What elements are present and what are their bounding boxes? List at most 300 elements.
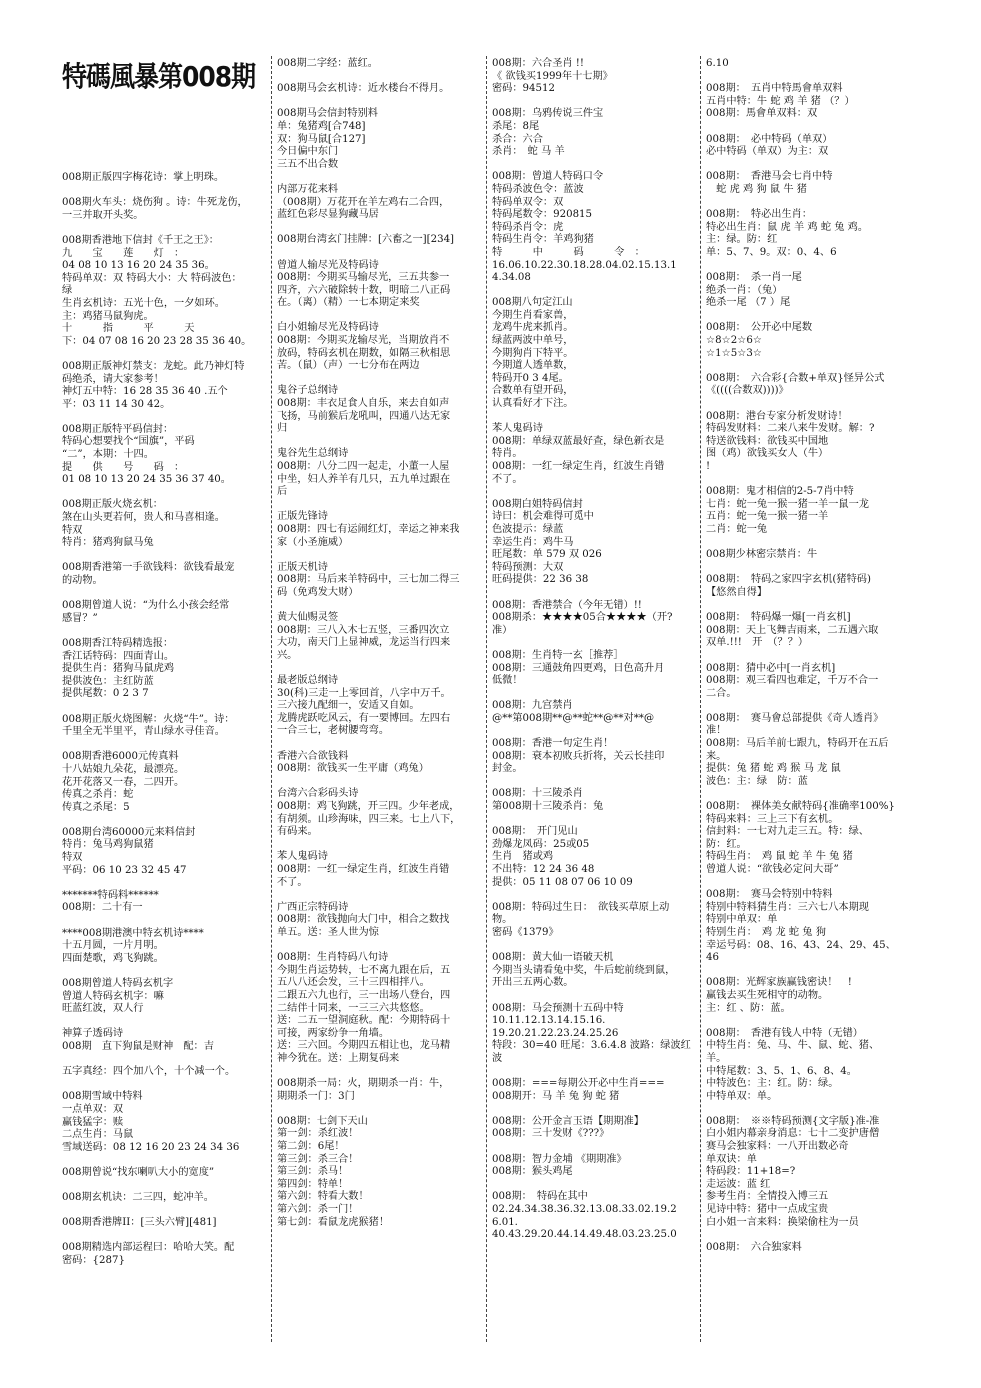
text-line: 008期：今期买马输尽光，三五共参一 <box>277 272 450 284</box>
text-line: 信封料：一七对九走三五。特：绿、 <box>706 826 869 838</box>
text-line: 苦。（鼠）（声）一七分布在两边 <box>277 360 420 372</box>
text-block <box>277 322 479 372</box>
text-block <box>62 499 268 549</box>
text-block <box>62 600 268 625</box>
text-block <box>492 650 696 688</box>
text-line: 特肖。 <box>492 448 523 460</box>
text-block <box>492 1078 696 1103</box>
column-2 <box>277 58 479 1242</box>
text-line: 《((((合数双))))》 <box>706 385 789 397</box>
text-line: 008期马会信封特别料 <box>277 108 378 120</box>
text-line: 杀肖： 蛇 马 羊 <box>492 146 565 158</box>
text-block <box>706 411 912 474</box>
text-block <box>492 738 696 776</box>
text-line: 五字真经：四个加八个，十个减一个。 <box>62 1066 236 1078</box>
text-line: 008期：生肖特一玄［推荐］ <box>492 649 624 661</box>
text-line: 008期：欲钱买一生平庸（鸡兔） <box>277 763 429 775</box>
text-line: 04 08 10 13 16 20 24 35 36。 <box>62 260 215 272</box>
text-block <box>706 1242 912 1255</box>
text-line: 特送欲钱料：欲钱买中国地 <box>706 435 829 447</box>
text-line: 生肖 猪或鸡 <box>492 851 554 863</box>
text-block <box>492 108 696 158</box>
text-line: 低微！ <box>492 675 523 687</box>
text-line: 特码段：11+18=? <box>706 1166 796 1178</box>
text-line: 最老版总纲诗 <box>277 675 339 687</box>
text-line: 008期：三十发财《???》 <box>492 1128 610 1140</box>
text-line: 花开花落又一春，二四开。 <box>62 776 185 788</box>
text-line: 008期： 特码爆一爆[一肖玄机] <box>706 612 851 624</box>
text-line: 绿 <box>62 285 73 297</box>
text-block <box>706 134 912 159</box>
text-line: ☆1☆5☆3☆ <box>706 347 762 359</box>
text-line: 不了。 <box>492 473 523 485</box>
text-line: 特别中单双：单 <box>706 914 778 926</box>
text-line: 008期：一红一绿定生肖，红波生肖错 <box>492 461 665 472</box>
text-line: 劲爆龙凤码：25或05 <box>492 838 590 850</box>
text-line: 中特生肖：兔、马、牛、鼠、蛇、猪、 <box>706 1040 880 1052</box>
text-line: 16.06.10.22.30.18.28.04.02.15.13.1 <box>492 259 677 271</box>
text-line: 今期生肖看家兽， <box>492 309 574 321</box>
text-line: 蓝红色彩尽显狗藏马居 <box>277 209 379 221</box>
text-line: 第二剑：6尾！ <box>277 1141 345 1153</box>
text-line: 雪域送码：08 12 16 20 23 24 34 36 <box>62 1141 240 1153</box>
text-line: 008期： 赛马会特别中特料 <box>706 889 833 901</box>
text-line: 特码生肖： 鸡 鼠 蛇 羊 牛 兔 猪 <box>706 851 853 863</box>
text-line: 008期：二十有一 <box>62 902 143 914</box>
text-line: 放码，特码玄机在期数，如隔三秋相思 <box>277 347 451 359</box>
text-line: 008期：三八入木七五竖，三番四次立 <box>277 624 450 636</box>
text-line: 绝杀一肖：（兔） <box>706 284 783 296</box>
text-line: 曾道人特码玄机字：嘛 <box>62 990 164 1002</box>
text-block <box>277 385 479 435</box>
text-block <box>492 826 696 889</box>
text-line: 九 宝 莲 灯 ： <box>62 247 185 259</box>
column-1 <box>62 60 268 1280</box>
text-line: 密码《1379》 <box>492 926 559 938</box>
text-line: 不出特：12 24 36 48 <box>492 864 595 875</box>
text-line: 有码来。 <box>277 826 318 838</box>
text-block <box>706 486 912 536</box>
text-line: 008期：马会预测十五码中特 <box>492 1002 624 1014</box>
text-line: 一合三七，老树腰弯弯。 <box>277 725 390 737</box>
text-block <box>492 600 696 638</box>
text-line: 广西正宗特码诗 <box>277 901 349 913</box>
text-line: 开出三五两心数。 <box>492 977 574 989</box>
text-line: 特必出生肖：鼠 虎 羊 鸡 蛇 兔 鸡。 <box>706 221 869 233</box>
text-block <box>492 1154 696 1179</box>
text-line: 01 08 10 13 20 24 35 36 37 40。 <box>62 474 231 486</box>
text-block <box>277 184 479 222</box>
text-line: 008期： 六合独家料 <box>706 1241 802 1253</box>
text-line: 第四剑：特单！ <box>277 1178 349 1190</box>
text-line: 绿蓝两波中单号， <box>492 335 574 347</box>
text-line: 008期： 特必出生肖： <box>706 209 813 221</box>
text-line: 七肖：蛇一兔一猴一猪一羊一鼠一龙 <box>706 498 869 510</box>
text-line: （008期）万花开在羊左鸡右二合四， <box>277 196 450 208</box>
column-divider-2 <box>486 56 487 1342</box>
text-line: 特码开0 3 4尾。 <box>492 372 569 384</box>
text-line: 008期正版火烧玄机： <box>62 499 163 511</box>
text-line: 不了。 <box>277 876 308 888</box>
text-line: 02.24.34.38.36.32.13.08.33.02.19.2 <box>492 1204 677 1216</box>
text-line: 主：绿。防：红 <box>706 234 778 246</box>
text-line: 传真之杀肖：蛇 <box>62 789 134 801</box>
text-line: 黄大仙赐灵签 <box>277 612 339 624</box>
text-line: 008期香港6000元传真料 <box>62 751 179 763</box>
text-line: 提供尾数：0 2 3 7 <box>62 688 149 700</box>
text-line: 6.10 <box>706 58 729 69</box>
text-line: 特 中 码 令 ： <box>492 246 645 258</box>
text-line: 有胡须。山珍海味，四三来。七上八下， <box>277 813 461 825</box>
text-line: 《 欲钱买1999年十七期》 <box>492 70 613 82</box>
text-line: 家（小圣施威） <box>277 536 349 548</box>
text-line: 四齐，六六破除转十数，明暗二八正码 <box>277 284 451 296</box>
text-line: 008期曾说“找东喇叭大小的宽度” <box>62 1166 215 1178</box>
text-line: @**第008期**@**蛇**@**对**@ <box>492 712 655 724</box>
text-block <box>492 902 696 940</box>
text-line: 五肖中特：牛 蛇 鸡 羊 猪 （？） <box>706 95 855 107</box>
text-line: 白小姐内幕亲身消息：七十二变护唐僧 <box>706 1128 880 1140</box>
text-line: 特码杀肖令：虎 <box>492 221 564 233</box>
text-block <box>277 788 479 838</box>
text-block <box>706 322 912 360</box>
text-line: 008期雪域中特料 <box>62 1091 143 1103</box>
text-line: 赛马会独家料：一八开出数必奇 <box>706 1141 849 1153</box>
text-line: 008期：智力金埔 《期期准》 <box>492 1153 627 1165</box>
text-line: 今期当头请看兔中奖，牛后蛇前绕到鼠， <box>492 964 676 976</box>
text-line: 提供：兔 猪 蛇 鸡 猴 马 龙 鼠 <box>706 763 841 775</box>
text-line: 第三剑：杀马！ <box>277 1166 349 1178</box>
text-line: 苯人鬼码诗 <box>492 423 543 435</box>
text-line: 第008期十三陵杀肖：兔 <box>492 801 604 813</box>
text-line: 008期：乌鸦传说三件宝 <box>492 108 604 120</box>
text-line: 图（鸡）欲钱买女人（牛） <box>706 448 829 460</box>
text-line: 龙腾虎跃吃风云，有一要博回。左四右 <box>277 712 451 724</box>
text-line: 防：红。 <box>706 838 747 850</box>
text-line: 鬼谷子总纲诗 <box>277 385 339 397</box>
text-line: 008期：马后来羊特码中，三七加二得三 <box>277 574 460 586</box>
text-block <box>62 424 268 487</box>
text-line: 008期：猴头鸡尾 <box>492 1166 573 1178</box>
text-line: 幸运号码：08、16、43、24、29、45、 <box>706 939 896 951</box>
text-block <box>277 751 479 776</box>
text-line: 参考生肖：全情投入博三五 <box>706 1191 829 1203</box>
text-line: 008期：猜中必中[一肖玄机] <box>706 662 836 674</box>
text-line: 特码单双令：双 <box>492 196 564 208</box>
text-line: 单：5、7、9。双：0、4、6 <box>706 246 837 258</box>
text-block <box>62 827 268 877</box>
text-line: 008期： ※※特码预测{文字版}准-准 <box>706 1115 880 1127</box>
column-3 <box>492 58 696 1254</box>
text-line: 曾道人说：“欲钱必定问大哥” <box>706 864 839 875</box>
text-line: 神灯五中特：16 28 35 36 40 .五个 <box>62 386 228 398</box>
text-line: 特肖：兔马鸡狗鼠猪 <box>62 839 154 851</box>
text-block <box>277 902 479 940</box>
text-line: 提供：05 11 08 07 06 10 09 <box>492 876 633 888</box>
text-block <box>706 58 912 71</box>
text-line: 幸运生肖：鸡牛马 <box>492 536 574 548</box>
text-line: 可接，两家纷争一角墙。 <box>277 1027 390 1039</box>
text-line: 香江话特码：四面青山。 <box>62 650 175 662</box>
text-line: ! <box>706 461 711 472</box>
text-line: 008期杀一局：火，期期杀一肖：牛， <box>277 1078 450 1090</box>
text-line: 008期香港牌II：[三头六臂][481] <box>62 1217 217 1229</box>
text-block <box>492 700 696 725</box>
text-line: 008期二字经：蓝红。 <box>277 58 378 69</box>
text-line: 008期：十三陵杀肖 <box>492 788 583 800</box>
text-line: 蛇 虎 鸡 狗 鼠 牛 猪 <box>706 183 807 195</box>
text-line: 008期： 开门见山 <box>492 826 578 838</box>
text-line: 008期：香港一句定生肖！ <box>492 738 614 750</box>
text-line: 008期玄机诀：二三四，蛇冲羊。 <box>62 1192 214 1204</box>
text-block <box>277 562 479 600</box>
text-block <box>277 108 479 171</box>
text-block <box>277 675 479 738</box>
text-block <box>62 1091 268 1154</box>
text-line: 今日偏中东门 <box>277 146 339 158</box>
text-block <box>706 612 912 650</box>
text-line: 008期：观三看四也难定，千万不合一 <box>706 675 879 687</box>
text-line: 008期： 裸体美女献特码{准确率100%} <box>706 801 895 813</box>
text-block <box>62 1066 268 1079</box>
text-block <box>277 511 479 549</box>
text-line: 008期： 特码之家四字玄机(猪特码) <box>706 574 871 586</box>
text-line: 波 <box>492 1052 503 1064</box>
text-block <box>62 714 268 739</box>
text-line: 008期 直下狗鼠是财神 配：吉 <box>62 1040 214 1052</box>
text-line: 008期： 必中特码（单双） <box>706 133 833 145</box>
text-line: 送：二五一望洞庭秋。配：今期特码十 <box>277 1015 451 1027</box>
column-4 <box>706 58 912 1267</box>
text-line: 008期：九宫禁肖 <box>492 700 573 712</box>
text-block <box>706 801 912 877</box>
text-line: 密码：{287} <box>62 1255 125 1267</box>
text-block <box>277 58 479 71</box>
text-block <box>277 952 479 1065</box>
text-line: 特码来料：三上三下有玄机。 <box>706 813 839 825</box>
text-block <box>706 209 912 259</box>
text-block <box>62 1242 268 1267</box>
text-block <box>706 977 912 1015</box>
text-block <box>492 171 696 284</box>
text-line: 46 <box>706 952 719 964</box>
text-line: 008期火车头：烧伤狗 。诗：牛死龙伤， <box>62 197 248 209</box>
text-line: 中坐，妇人养羊有几只，五九单过跟在 <box>277 473 451 485</box>
text-line: 008期： 香港马会七肖中特 <box>706 171 833 183</box>
text-line: 十八姑娘九朵花，最漂亮。 <box>62 763 185 775</box>
text-line: 来。 <box>706 750 727 762</box>
text-line: 物。 <box>492 914 513 926</box>
text-line: 煞在山头更若何，贵人和马喜相逢。 <box>62 512 225 524</box>
text-block <box>62 638 268 701</box>
text-line: 008期：港台专家分析发财诗！ <box>706 410 848 422</box>
text-line: 平：03 11 14 30 42。 <box>62 398 171 410</box>
text-line: 双：狗马鼠[合127] <box>277 133 366 145</box>
text-line: 赢钱猛字：赎 <box>62 1116 124 1128</box>
text-line: 五八八还会发，三十三四相拌八。 <box>277 977 430 989</box>
text-block <box>706 713 912 789</box>
text-line: 杀尾：8尾 <box>492 120 540 132</box>
text-block <box>706 373 912 398</box>
text-line: 一点单双：双 <box>62 1103 124 1115</box>
text-line: 特码单双：双 特码大小：大 特码波色： <box>62 272 242 284</box>
text-line: 第六剑：杀一门！ <box>277 1204 359 1216</box>
text-line: 十 指 平 天 <box>62 323 195 335</box>
text-line: 龙鸡牛虎来抓肖。 <box>492 322 574 334</box>
text-line: 诗曰：机会难得可觅中 <box>492 511 594 523</box>
text-block <box>492 58 696 96</box>
text-line: 008期台湾60000元来料信封 <box>62 826 196 838</box>
text-line: 主：红 、防：蓝。 <box>706 1002 791 1014</box>
text-line: 波色：主：绿 防：蓝 <box>706 775 808 787</box>
text-line: 特别中特料猜生肖：三六七八本期现 <box>706 901 869 913</box>
text-line: 008期正版特平码信封： <box>62 423 174 435</box>
text-line: 在。（离）（精）一七本期定来奖 <box>277 297 420 309</box>
text-line: 008期正版神灯禁支：龙蛇。此乃神灯特 <box>62 360 245 372</box>
text-line: 感冒？” <box>62 612 98 624</box>
text-line: 008期：曾道人特码口令 <box>492 171 604 183</box>
text-block <box>706 1116 912 1229</box>
text-line: 今期狗肖下特平。 <box>492 347 574 359</box>
text-line: 提供生肖：猪狗马鼠虎鸡 <box>62 663 175 675</box>
text-block <box>492 788 696 813</box>
text-line: 白小姐输尽光及特码诗 <box>277 322 379 334</box>
page-title: 特碼風暴第008期 <box>62 60 256 93</box>
text-line: 008期：光辉家族赢钱密诀！ ! <box>706 977 852 989</box>
text-line: 准！ <box>706 725 727 737</box>
text-line: 封金。 <box>492 763 523 775</box>
text-line: 神今犹在。送：上期复码来 <box>277 1052 400 1064</box>
text-line: 特双 <box>62 852 83 864</box>
text-line: 008期：特码过生日： 欲钱买草原上动 <box>492 901 670 913</box>
text-line: 单五。送：圣人世为惊 <box>277 926 379 938</box>
text-line: 码绝杀，请大家参考！ <box>62 373 164 385</box>
text-line: 008期：鸡飞狗跳，开三四。少年老成， <box>277 801 460 813</box>
text-line: 008期：公开金言玉语【期期准】 <box>492 1115 644 1127</box>
text-line: 神算子透码诗 <box>62 1028 124 1040</box>
text-line: 白小姐一言来料：换梁偷柱为一员 <box>706 1216 859 1228</box>
text-block <box>277 1116 479 1229</box>
text-block <box>277 234 479 247</box>
text-line: 008期：香港禁合（今年无错）!! <box>492 599 642 611</box>
text-block <box>277 851 479 889</box>
text-line: 6.01. <box>492 1216 518 1228</box>
text-line: ****008期港澳中特玄机诗**** <box>62 927 204 939</box>
text-line: 008期曾道人说：“为什么小孩会经常 <box>62 600 230 612</box>
text-block <box>62 361 268 411</box>
text-line: 正版先锋诗 <box>277 511 328 523</box>
text-line: 008期台湾玄门挂牌：[六畜之一][234] <box>277 234 455 246</box>
text-line: 特别生肖： 鸡 龙 蛇 兔 狗 <box>706 926 826 938</box>
text-block <box>277 260 479 310</box>
text-line: 008期：六合圣肖 !! <box>492 58 584 69</box>
text-line: 生肖玄机诗：五光十色，一夕如环。 <box>62 297 225 309</box>
text-line: 008期：单绿双蓝最好查，绿色新衣是 <box>492 435 665 447</box>
text-line: 五肖：蛇一兔一猴一猪一羊 <box>706 511 829 523</box>
text-line: 二点生肖：马鼠 <box>62 1129 134 1141</box>
text-line: 二跟五六九也行，三一出场八登台，四 <box>277 989 451 1001</box>
text-line: 内部万花来料 <box>277 183 339 195</box>
text-line: 旺蓝红波，双人行 <box>62 1003 144 1015</box>
text-line: *******特码料****** <box>62 889 159 901</box>
text-line: 008期正版火烧图解：火烧“牛”。诗： <box>62 713 235 725</box>
text-line: 色波提示：绿蓝 <box>492 523 564 535</box>
text-line: 提 供 号 码 ： <box>62 461 185 473</box>
text-line: 三六接九配细一，安适又自如。 <box>277 700 420 712</box>
text-line: 香港六合欲钱料 <box>277 750 349 762</box>
text-line: 三五不出合数 <box>277 158 339 170</box>
text-line: 008期马会玄机诗：近水楼台不得月。 <box>277 83 450 95</box>
text-block <box>706 83 912 121</box>
text-line: 008期： 五肖中特馬會单双料 <box>706 83 843 95</box>
text-block <box>706 171 912 196</box>
text-line: 苯人鬼码诗 <box>277 851 328 863</box>
text-line: 008期杀：★★★★05合★★★★（开? <box>492 612 673 624</box>
text-line: 008期：一红一绿定生肖，红波生肖错 <box>277 864 450 875</box>
text-line: 二肖：蛇一兔 <box>706 523 768 535</box>
text-line: 008期： 香港有钱人中特（无错） <box>706 1027 863 1039</box>
text-line: 密码：94512 <box>492 83 555 95</box>
text-line: 第六剑：特看大数！ <box>277 1191 369 1203</box>
text-block <box>62 1167 268 1180</box>
text-line: 特码心想要找个“国旗”，平码 <box>62 436 195 448</box>
text-line: 【悠然自得】 <box>706 586 768 598</box>
text-line: 008期：今期买龙输尽光，当期放肖不 <box>277 335 450 347</box>
text-line: 008期：衰本初败兵折将，关云长挂印 <box>492 750 665 762</box>
text-block <box>62 1028 268 1053</box>
text-block <box>62 172 268 185</box>
text-line: 期期杀一门：3门 <box>277 1090 355 1102</box>
text-line: 认真看好才下注。 <box>492 398 574 410</box>
text-block <box>492 952 696 990</box>
text-block <box>62 1192 268 1205</box>
text-line: 30(科)三走一上零回首，八字中万千。 <box>277 687 451 699</box>
text-line: 特码预测：大双 <box>492 561 564 573</box>
text-line: 下：04 07 08 16 20 23 28 35 36 40。 <box>62 335 252 347</box>
text-line: 40.43.29.20.44.14.49.48.03.23.25.0 <box>492 1229 677 1241</box>
text-block <box>277 448 479 498</box>
text-line: 飞扬，马前猴后龙吼叫，四通八达无家 <box>277 410 451 422</box>
text-line: 008期白姐特码信封 <box>492 498 583 510</box>
text-block <box>706 549 912 562</box>
text-line: 走运波：蓝 红 <box>706 1178 771 1190</box>
text-line: 双单.!!! 开 （？？） <box>706 637 809 649</box>
text-line: 008期：黄大仙一语破天机 <box>492 952 614 964</box>
text-line: 特码发财料：二来八来牛发财。解：? <box>706 423 875 435</box>
text-line: 008期： 六合彩{合数+单双}怪异公式 <box>706 372 885 384</box>
text-line: 合数单有望开码， <box>492 385 574 397</box>
text-line: 008期八句定江山 <box>492 297 573 309</box>
text-block <box>706 1028 912 1104</box>
text-block <box>492 1116 696 1141</box>
text-line: 008期：===每期公开必中生肖=== <box>492 1078 665 1090</box>
text-line: 兴。 <box>277 649 298 661</box>
text-block <box>62 562 268 587</box>
text-line: 008期：马后羊前七跟九，特码开在五后 <box>706 738 889 750</box>
text-line: 4.34.08 <box>492 272 531 284</box>
text-line: 中特波色：主：红。防：绿。 <box>706 1078 839 1090</box>
text-line: 008期： 赛马會总部提供《奇人透肖》 <box>706 712 884 724</box>
text-line: 杀合：六合 <box>492 133 543 145</box>
text-line: 008期正版四字梅花诗：掌上明珠。 <box>62 172 225 183</box>
text-line: 见诗中特：猪中一点成宝贵 <box>706 1204 829 1216</box>
text-line: 特双 <box>62 524 83 536</box>
text-line: 008期：鬼才相信的2-5-7肖中特 <box>706 486 854 498</box>
text-line: 008期少林密宗禁肖：牛 <box>706 549 818 561</box>
text-block <box>62 978 268 1016</box>
text-line: 10.11.12.13.14.15.16. <box>492 1015 606 1027</box>
text-block <box>62 928 268 966</box>
